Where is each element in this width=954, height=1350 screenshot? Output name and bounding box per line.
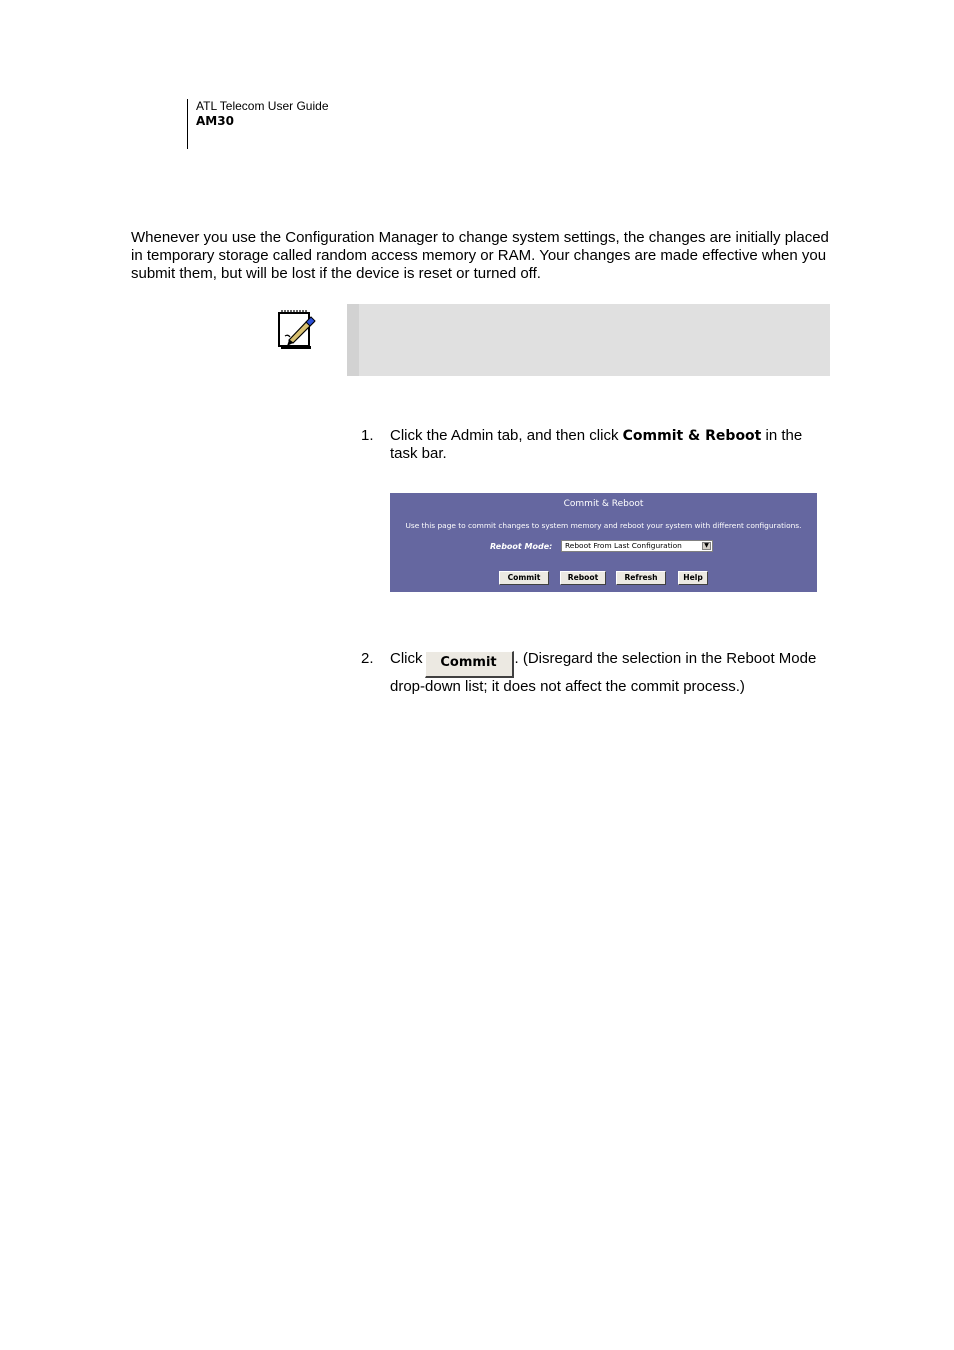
panel-description: Use this page to commit changes to system memory and reboot your system with different configurations.: [405, 521, 802, 530]
step-text: [390, 650, 820, 696]
reboot-mode-label: Reboot Mode:: [490, 542, 553, 551]
inline-commit-button: Commit: [425, 651, 514, 678]
reboot-mode-select[interactable]: [561, 540, 713, 552]
step-number: 2.: [361, 650, 374, 667]
note-box-bar: [347, 304, 359, 376]
step-text-before: Click the Admin tab, and then click: [390, 427, 623, 444]
commit-button[interactable]: Commit: [499, 571, 549, 585]
notepad-pencil-icon: [276, 310, 316, 350]
model-name: AM30: [196, 114, 234, 128]
chevron-down-icon[interactable]: ▼: [702, 542, 711, 550]
commit-reboot-panel: [390, 493, 817, 592]
step-text: [390, 427, 820, 463]
step-text-after: . (Disregard the selection in the Reboot Mode drop-down list; it does not affect the commit process.): [390, 650, 817, 695]
reboot-mode-value: Reboot From Last Configuration: [565, 541, 682, 550]
commit-reboot-term: Commit & Reboot: [622, 428, 762, 444]
page-header: [196, 99, 329, 129]
header-divider: [187, 99, 188, 149]
panel-title: Commit & Reboot: [563, 499, 644, 509]
intro-paragraph: Whenever you use the Configuration Manager to change system settings, the changes are initially placed in temporary storage called random access memory or RAM. Your changes are made effective when you submit them, but will be lost if the device is reset or turned off.: [131, 229, 829, 282]
step-number: 1.: [361, 427, 374, 444]
reboot-button[interactable]: Reboot: [560, 571, 606, 585]
refresh-button[interactable]: Refresh: [616, 571, 666, 585]
note-box: [347, 304, 830, 376]
step-text-after: in the task bar.: [390, 427, 803, 462]
step-text-before: Click: [390, 650, 423, 667]
guide-title: ATL Telecom User Guide: [196, 99, 329, 113]
help-button[interactable]: Help: [678, 571, 708, 585]
